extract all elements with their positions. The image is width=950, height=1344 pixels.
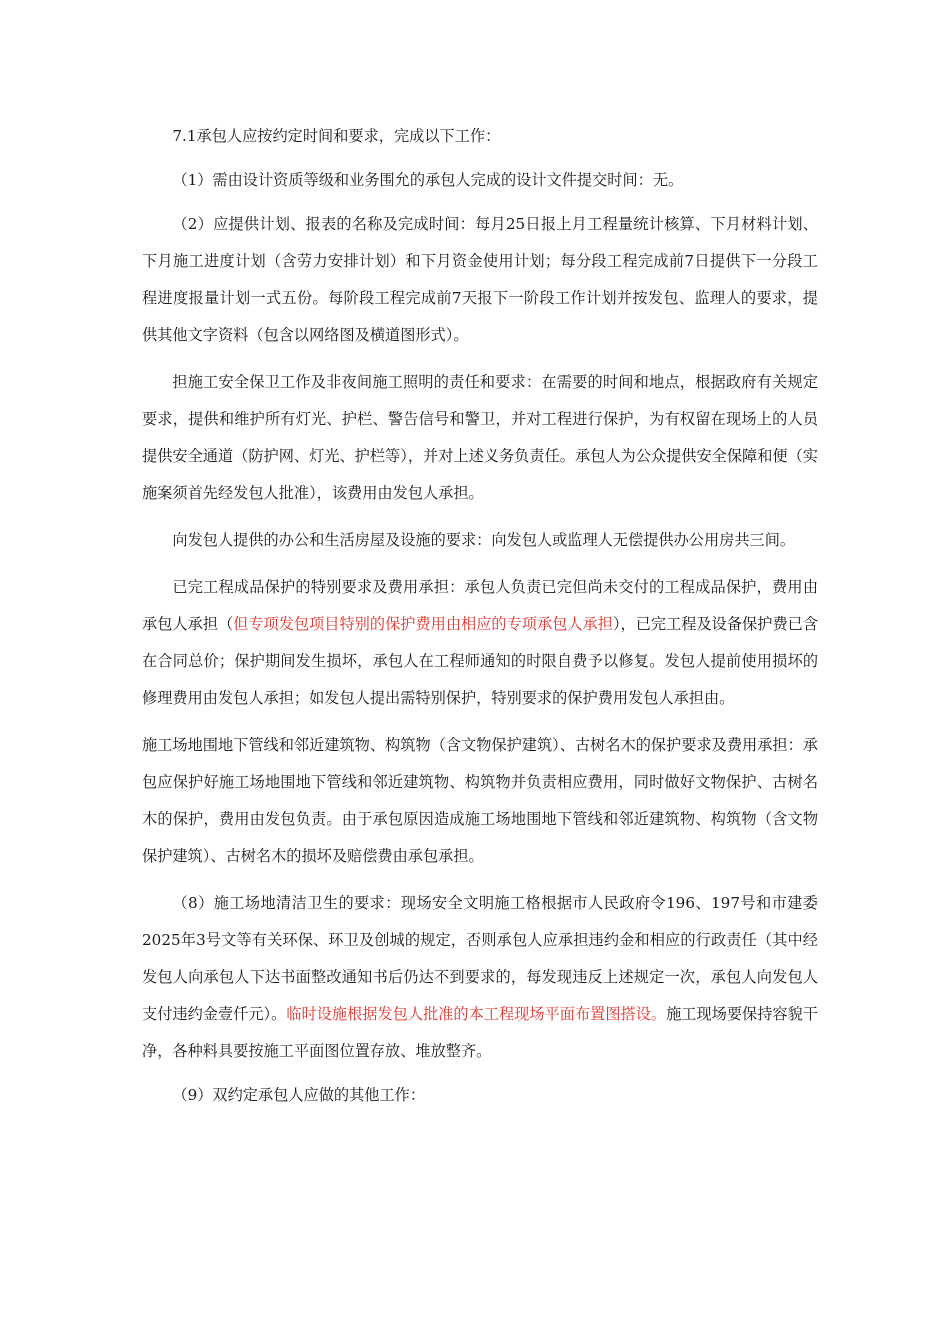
- document-body: [142, 118, 818, 1114]
- paragraph-item-2-plans-reports: （2）应提供计划、报表的名称及完成时间：每月25日报上月工程量统计核算、下月材料计划、下月施工进度计划（含劳力安排计划）和下月资金使用计划；每分段工程完成前7日提供下一分段工程进度报量计划一式五份。每阶段工程完成前7天报下一阶段工作计划并按发包、监理人的要求，提供其他文字资料（包含以网络图及横道图形式）。: [142, 215, 818, 344]
- paragraph-7-1-heading: 7.1承包人应按约定时间和要求，完成以下工作：: [172, 127, 501, 145]
- site-cleanliness-text-start: （8）施工场地清洁卫生的要求：现场安全文明施工格根据市人民政府令196、197号和市建委2025年3号文等有关环保、环卫及创城的规定，否则承包人应承担违约金和相应的行政责任（其中经发包人向承包人下达书面整改通知书后仍达不到要求的，每发现违反上述规定一次，承包人向发包人支付违约金壹仟元）。: [142, 894, 818, 1023]
- paragraph-item-1-design-docs: （1）需由设计资质等级和业务围允的承包人完成的设计文件提交时间：无。: [172, 171, 684, 189]
- paragraph-item-9-other-work: （9）双约定承包人应做的其他工作：: [172, 1086, 426, 1104]
- product-protection-text-start: 已完工程成品保护的特别要求及费用承担：承包人负责已完但尚未交付的工程成品保护，费用由承包人承担（: [142, 578, 818, 633]
- temporary-facilities-highlight: 临时设施根据发包人批准的本工程现场平面布置图搭设。: [286, 1005, 667, 1023]
- paragraph-safety-lighting: 担施工安全保卫工作及非夜间施工照明的责任和要求：在需要的时间和地点，根据政府有关规定要求，提供和维护所有灯光、护栏、警告信号和警卫，并对工程进行保护，为有权留在现场上的人员提供安全通道（防护网、灯光、护栏等），并对上述义务负责任。承包人为公众提供安全保障和便（实施案须首先经发包人批准），该费用由发包人承担。: [142, 373, 818, 502]
- paragraph-office-facilities: 向发包人提供的办公和生活房屋及设施的要求：向发包人或监理人无偿提供办公用房共三间。: [172, 531, 796, 549]
- product-protection-text-end: ），已完工程及设备保护费已含在合同总价；保护期间发生损坏，承包人在工程师通知的时限自费予以修复。发包人提前使用损坏的修理费用由发包人承担；如发包人提出需特别保护，特别要求的保护费用发包人承担由。: [142, 615, 819, 707]
- paragraph-item-8-site-cleanliness: [142, 885, 818, 1070]
- site-cleanliness-text-end: 施工现场要保持容貌干净，各种料具要按施工平面图位置存放、堆放整齐。: [142, 1005, 819, 1060]
- paragraph-underground-pipelines: 施工场地围地下管线和邻近建筑物、构筑物（含文物保护建筑）、古树名木的保护要求及费用承担：承包应保护好施工场地围地下管线和邻近建筑物、构筑物并负责相应费用，同时做好文物保护、古树名木的保护，费用由发包负责。由于承包原因造成施工场地围地下管线和邻近建筑物、构筑物（含文物保护建筑）、古树名木的损坏及赔偿费由承包承担。: [142, 736, 818, 865]
- product-protection-highlight: 但专项发包项目特别的保护费用由相应的专项承包人承担: [233, 615, 613, 633]
- paragraph-product-protection: [142, 569, 818, 717]
